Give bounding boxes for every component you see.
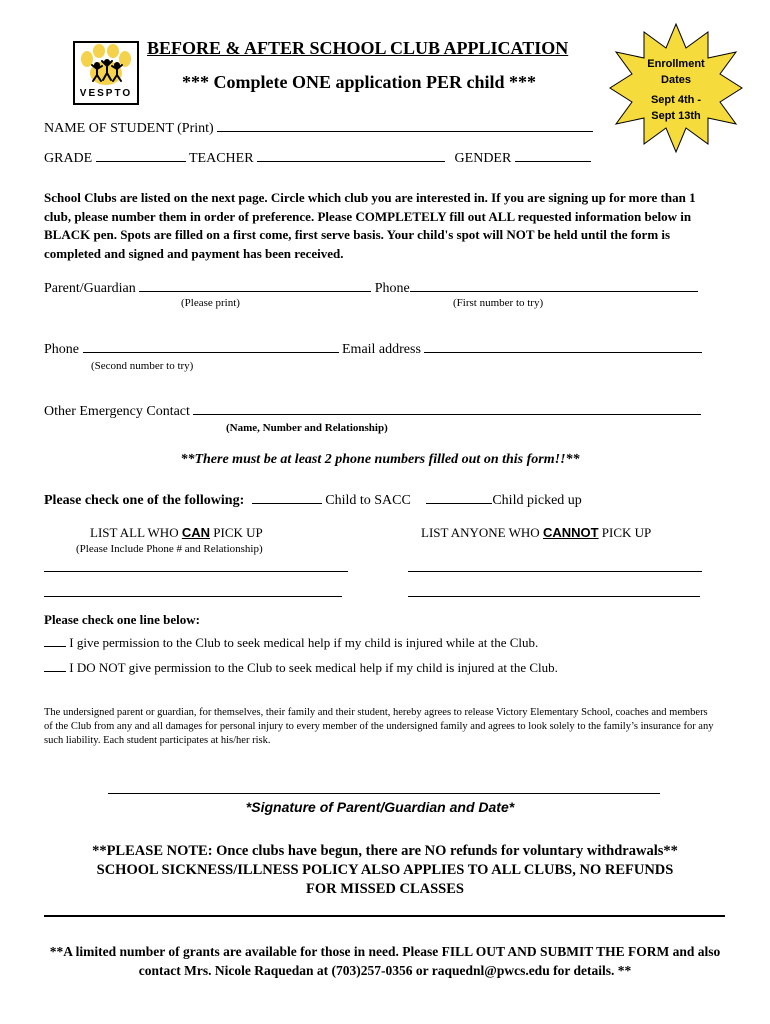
sacc-checkbox-line[interactable] [252,503,322,504]
phone2-label: Phone [44,342,79,357]
pickup-checkbox-line[interactable] [426,503,492,504]
refund-notes [30,842,740,899]
pickup-label: Child picked up [492,493,582,508]
medical-option-2: I DO NOT give permission to the Club to seek medical help if my child is injured at the Club. [44,660,558,676]
phone-note: **There must be at least 2 phone numbers filled out on this form!!** [180,452,580,467]
cannot-pickup-line-1[interactable] [408,571,702,572]
starburst-line3: Sept 4th - [650,94,702,106]
starburst-line1: Enrollment [647,58,705,70]
can-pickup-line-1[interactable] [44,571,348,572]
signature-label: *Signature of Parent/Guardian and Date* [245,799,515,815]
phone2-hint: (Second number to try) [91,360,194,372]
teacher-field[interactable] [257,161,445,162]
phone1-field[interactable] [410,291,698,292]
student-name-label: NAME OF STUDENT (Print) [44,121,214,136]
refund-note-2: SCHOOL SICKNESS/ILLNESS POLICY ALSO APPLIES TO ALL CLUBS, NO REFUNDS [96,862,674,878]
starburst-line2: Dates [661,74,691,86]
sacc-label: Child to SACC [325,493,411,508]
logo [73,41,139,105]
cannot-word: CANNOT [542,525,599,540]
parent-hint: (Please print) [181,297,240,309]
enrollment-starburst [608,22,744,154]
email-label: Email address [342,342,421,357]
emergency-hint: (Name, Number and Relationship) [226,422,388,434]
parent-row [44,281,698,297]
check-row [44,493,582,509]
grade-label: GRADE [44,151,93,166]
parent-label: Parent/Guardian [44,281,136,296]
signature-line[interactable] [108,793,660,794]
medical-permit-line[interactable] [44,646,66,647]
grade-row [44,151,591,167]
page-title: BEFORE & AFTER SCHOOL CLUB APPLICATION [147,38,569,58]
phone2-row [44,342,702,358]
student-name-field[interactable] [217,131,593,132]
logo-text: VESPTO [79,88,133,99]
can-pickup-line-2[interactable] [44,596,342,597]
medical-deny-line[interactable] [44,671,66,672]
page-subtitle: *** Complete ONE application PER child *** [182,72,537,92]
phone1-label: Phone [374,281,410,296]
starburst-line4: Sept 13th [651,110,701,122]
release-text: The undersigned parent or guardian, for themselves, their family and their student, hereby agrees to release Victory Elementary School, coaches and members of the Club from any and all damages for personal injury to every member of the undersigned family and agrees to look solely to the family’s insurance for any such liability. Each student participates at his/her risk. [44,707,714,746]
instructions: School Clubs are listed on the next page. Circle which club you are interested in. If you are signing up for more than 1 club, please number them in order of preference. Please COMPLETELY fill out ALL requested information below in BLACK pen. Spots are filled on a first come, first serve basis. Your child's spot will NOT be held until the form is completed and signed and payment has been received. [44,190,696,261]
emergency-label: Other Emergency Contact [44,404,190,419]
cannot-pickup-heading: LIST ANYONE WHO CANNOT PICK UP [421,525,652,540]
phone1-hint: (First number to try) [453,297,544,309]
emergency-field[interactable] [193,414,701,415]
teacher-label: TEACHER [188,151,254,166]
divider [44,915,725,917]
can-pickup-hint: (Please Include Phone # and Relationship) [76,543,263,555]
student-name-row [44,121,593,137]
cannot-pickup-line-2[interactable] [408,596,700,597]
medical-option-1: I give permission to the Club to seek medical help if my child is injured while at the Club. [44,635,538,651]
gender-label: GENDER [454,151,512,166]
check-label: Please check one of the following: [44,493,245,508]
parent-field[interactable] [139,291,371,292]
email-field[interactable] [424,352,702,353]
emergency-row [44,404,701,420]
paw-icon [75,43,137,87]
can-pickup-heading: LIST ALL WHO CAN PICK UP [90,525,263,540]
refund-note-3: FOR MISSED CLASSES [306,881,464,897]
grade-field[interactable] [96,161,186,162]
medical-label: Please check one line below: [44,612,200,627]
refund-note-1: **PLEASE NOTE: Once clubs have begun, there are NO refunds for voluntary withdrawals** [92,843,678,859]
can-word: CAN [181,525,211,540]
grants-note: **A limited number of grants are available for those in need. Please FILL OUT AND SUBMIT THE FORM and also contact Mrs. Nicole Raquedan at (703)257-0356 or raquednl@pwcs.edu for details. ** [49,944,721,978]
phone2-field[interactable] [83,352,339,353]
gender-field[interactable] [515,161,591,162]
